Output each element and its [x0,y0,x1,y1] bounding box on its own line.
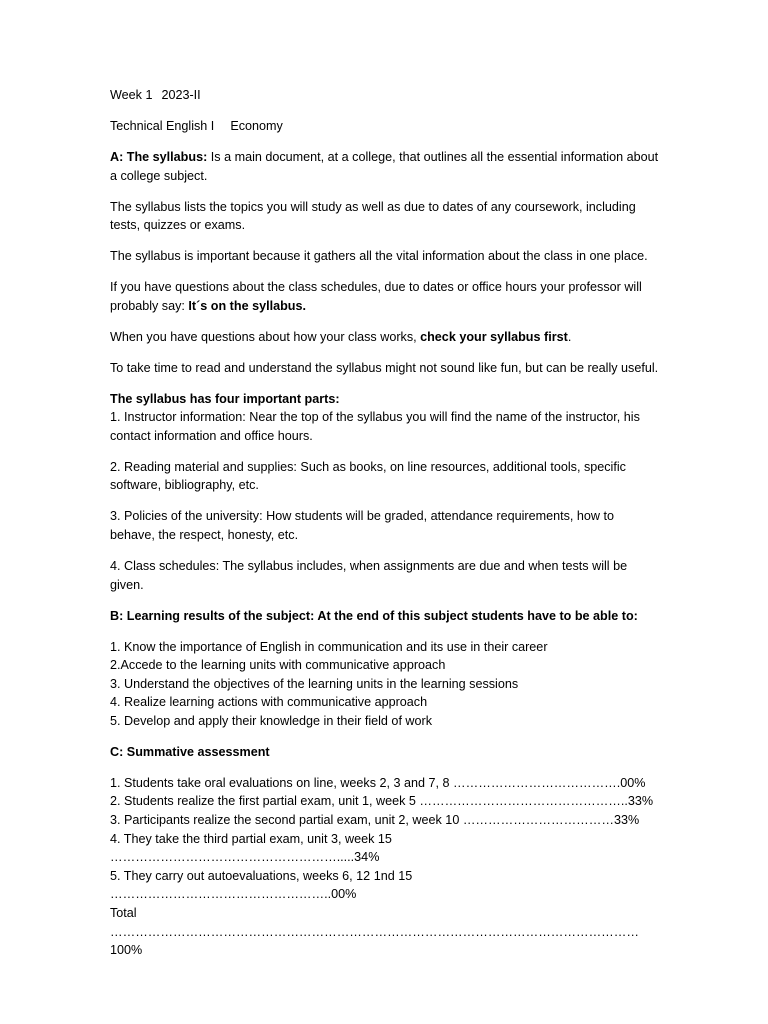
part-item: 2. Reading material and supplies: Such as books, on line resources, additional tools, specific software, bibliography, etc. [110,459,626,493]
list-item: 1. Students take oral evaluations on line, weeks 2, 3 and 7, 8 ………………………………….00% [110,775,646,790]
part-item: 4. Class schedules: The syllabus includes, when assignments are due and when tests will be given. [110,558,628,592]
list-item: 4. Realize learning actions with communicative approach [110,695,428,710]
course-label: Technical English I [110,118,215,133]
parts-heading-text: The syllabus has four important parts: [110,391,340,406]
class-works-bold: check your syllabus first [420,329,568,344]
syllabus-paragraph-topics: The syllabus lists the topics you will study as well as due to dates of any coursework, including tests, quizzes or exams. [110,199,636,233]
section-b-heading [110,607,660,626]
week-label: Week 1 [110,88,153,102]
section-c-heading-text: C: Summative assessment [110,744,270,759]
list-item: 2. Students realize the first partial exam, unit 1, week 5 …………………………………………..33% [110,794,654,809]
part-item: 1. Instructor information: Near the top of the syllabus you will find the name of the instructor, his contact information and office hours. [110,410,640,443]
syllabus-paragraph-questions [110,278,660,315]
term-label: 2023-II [161,88,201,102]
header-week-line [110,86,660,105]
section-c-heading [110,743,660,762]
list-item: 4. They take the third partial exam, unit 3, week 15 ……………………………………………….....34% [110,831,392,865]
section-a-heading: A: The syllabus: [110,149,208,164]
assessment-total: Total ………………………………………………………………………………………………………………100% [110,906,639,958]
document-page [110,86,660,960]
class-works-end: . [567,329,572,344]
list-item: 1. Know the importance of English in communication and its use in their career [110,639,548,654]
learning-results-list [110,638,660,731]
questions-text: If you have questions about the class schedules, due to dates or office hours your professor will probably say: [110,280,642,313]
syllabus-intro-text: Is a main document, at a college, that outlines all the essential information about a college subject. [110,149,659,183]
list-item: 2.Accede to the learning units with communicative approach [110,658,446,673]
list-item: 5. They carry out autoevaluations, weeks 6, 12 1nd 15 ……………………………………………..00% [110,868,413,902]
list-item: 3. Participants realize the second partial exam, unit 2, week 10 ………………………………33% [110,813,640,828]
list-item: 5. Develop and apply their knowledge in their field of work [110,713,433,728]
area-label: Economy [230,118,283,133]
syllabus-paragraph-useful: To take time to read and understand the syllabus might not sound like fun, but can be really useful. [110,360,659,375]
list-item: 3. Understand the objectives of the learning units in the learning sessions [110,676,519,691]
parts-heading [110,390,660,409]
class-works-text: When you have questions about how your class works, [110,329,421,344]
section-b-heading-text: B: Learning results of the subject: At the end of this subject students have to be able to: [110,608,638,623]
questions-bold-quote: It´s on the syllabus. [188,298,306,313]
header-course-line [110,117,660,136]
assessment-list [110,774,660,960]
syllabus-definition [110,148,660,185]
part-item: 3. Policies of the university: How students will be graded, attendance requirements, how to behave, the respect, honesty, etc. [110,509,615,542]
syllabus-paragraph-importance: The syllabus is important because it gathers all the vital information about the class in one place. [110,249,648,264]
syllabus-paragraph-class-works [110,328,660,347]
